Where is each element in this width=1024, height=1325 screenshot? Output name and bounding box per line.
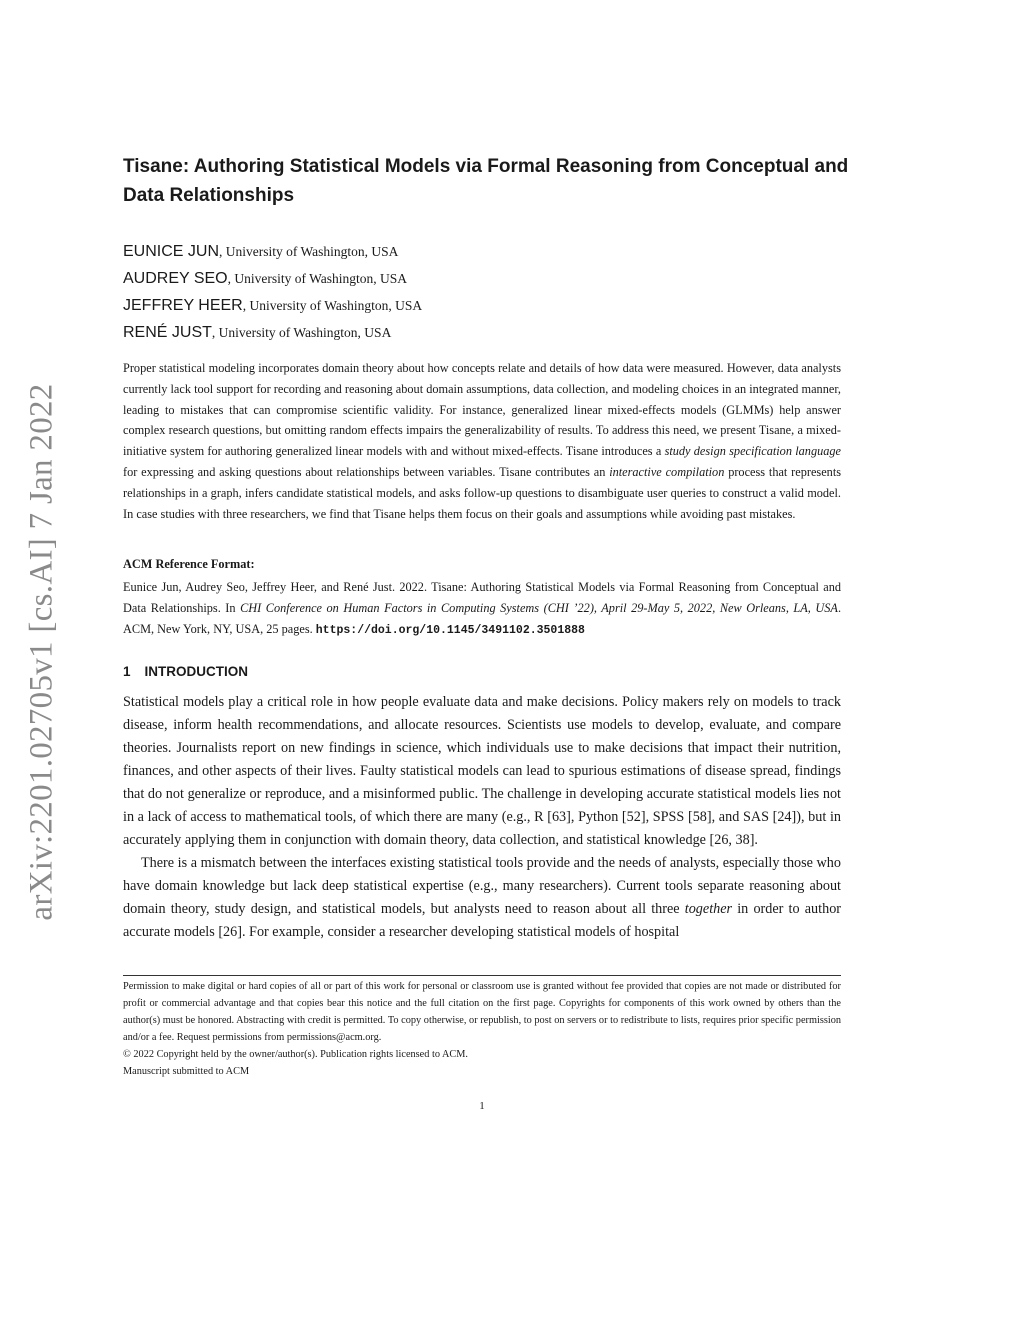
citation-text: . ACM, New York, NY, USA, 25 pages. [123, 600, 842, 636]
section-title: INTRODUCTION [144, 664, 249, 679]
citation-venue: CHI Conference on Human Factors in Computing Systems (CHI ’22), April 29-May 5, 2022, New Orleans, LA, USA [240, 600, 838, 615]
intro-paragraph: Statistical models play a critical role in how people evaluate data and make decisions. Policy makers rely on models to track disease, inform health recommendations, and allocate resources. Scientists use models to develop, evaluate, and compare theories. Journalists report on new findings in science, which individuals use to make decisions that impact their nutrition, finances, and other aspects of their lives. Faulty statistical models can lead to spurious estimations of disease spread, findings that do not generalize or reproduce, and a misinformed public. The challenge in developing accurate statistical models lies not in a lack of access to mathematical tools, of which there are many (e.g., R [63], Python [52], SPSS [58], and SAS [24]), but in accurately applying them in conjunction with domain theory, data collection, and statistical knowledge [26, 38]. [123, 694, 841, 848]
section-number: 1 [123, 664, 131, 679]
author-name: EUNICE JUN [123, 243, 220, 260]
copyright-notice: © 2022 Copyright held by the owner/author(s). Publication rights licensed to ACM. [123, 1048, 469, 1060]
citation-text: Eunice Jun, Audrey Seo, Jeffrey Heer, and René Just. 2022. Tisane: Authoring Statistical Models via Formal Reasoning from Conceptual and Data Relationships. In [123, 580, 841, 615]
abstract [123, 358, 841, 524]
acm-reference-citation [123, 577, 841, 641]
introduction-body [123, 691, 841, 944]
author-affiliation: , University of Washington, USA [227, 271, 408, 286]
author-line [123, 243, 398, 261]
author-line [123, 324, 391, 342]
page-number: 1 [479, 1100, 485, 1112]
abstract-text: process that represents relationships in a graph, infers candidate statistical models, and asks follow-up questions to disambiguate user queries to construct a valid model. In case studies with three researchers, we find that Tisane helps them focus on their goals and assumptions while avoiding past mistakes. [123, 464, 842, 521]
footnote [123, 979, 841, 1080]
intro-text: in order to author accurate models [26]. For example, consider a researcher developing statistical models of hospital [123, 901, 842, 940]
author-affiliation: , University of Washington, USA [242, 298, 423, 313]
abstract-emphasis: study design specification language [664, 444, 841, 459]
author-line [123, 270, 407, 288]
permission-notice: Permission to make digital or hard copies of all or part of this work for personal or classroom use is granted without fee provided that copies are not made or distributed for profit or commercial advantage and that copies bear this notice and the full citation on the first page. Copyrights for components of this work owned by others than the author(s) must be honored. Abstracting with credit is permitted. To copy otherwise, or republish, to post on servers or to redistribute to lists, requires prior specific permission and/or a fee. Request permissions from permissions@acm.org. [123, 981, 841, 1043]
author-name: JEFFREY HEER [123, 297, 243, 314]
acm-reference-heading: ACM Reference Format: [123, 557, 255, 571]
author-name: AUDREY SEO [123, 270, 228, 287]
author-name: RENÉ JUST [123, 324, 212, 341]
doi-link[interactable]: https://doi.org/10.1145/3491102.3501888 [315, 623, 585, 637]
author-affiliation: , University of Washington, USA [211, 325, 392, 340]
author-affiliation: , University of Washington, USA [219, 244, 399, 259]
section-heading [123, 664, 248, 679]
abstract-text: Proper statistical modeling incorporates domain theory about how concepts relate and details of how data were measured. However, data analysts currently lack tool support for recording and reasoning about domain assumptions, data collection, and modeling choices in an integrated manner, leading to mistakes that can compromise scientific validity. For instance, generalized linear mixed-effects models (GLMMs) help answer complex research questions, but omitting random effects impairs the generalizability of results. To address this need, we present Tisane, a mixed-initiative system for authoring generalized linear models with and without mixed-effects. Tisane introduces a [123, 361, 841, 459]
abstract-text: for expressing and asking questions about relationships between variables. Tisane contributes an [123, 464, 610, 479]
manuscript-notice: Manuscript submitted to ACM [123, 1065, 250, 1077]
intro-text: There is a mismatch between the interfaces existing statistical tools provide and the needs of analysts, especially those who have domain knowledge but lack deep statistical expertise (e.g., many researchers). Current tools separate reasoning about domain theory, study design, and statistical models, but analysts need to reason about all three [123, 855, 841, 917]
author-line [123, 297, 422, 315]
footnote-divider [123, 975, 841, 976]
abstract-emphasis: interactive compilation [609, 464, 725, 479]
paper-title: Tisane: Authoring Statistical Models via Formal Reasoning from Conceptual and Data Relationships [123, 156, 849, 206]
intro-emphasis: together [684, 901, 733, 917]
arxiv-stamp: arXiv:2201.02705v1 [cs.AI] 7 Jan 2022 [23, 383, 60, 921]
intro-paragraph [123, 852, 841, 944]
